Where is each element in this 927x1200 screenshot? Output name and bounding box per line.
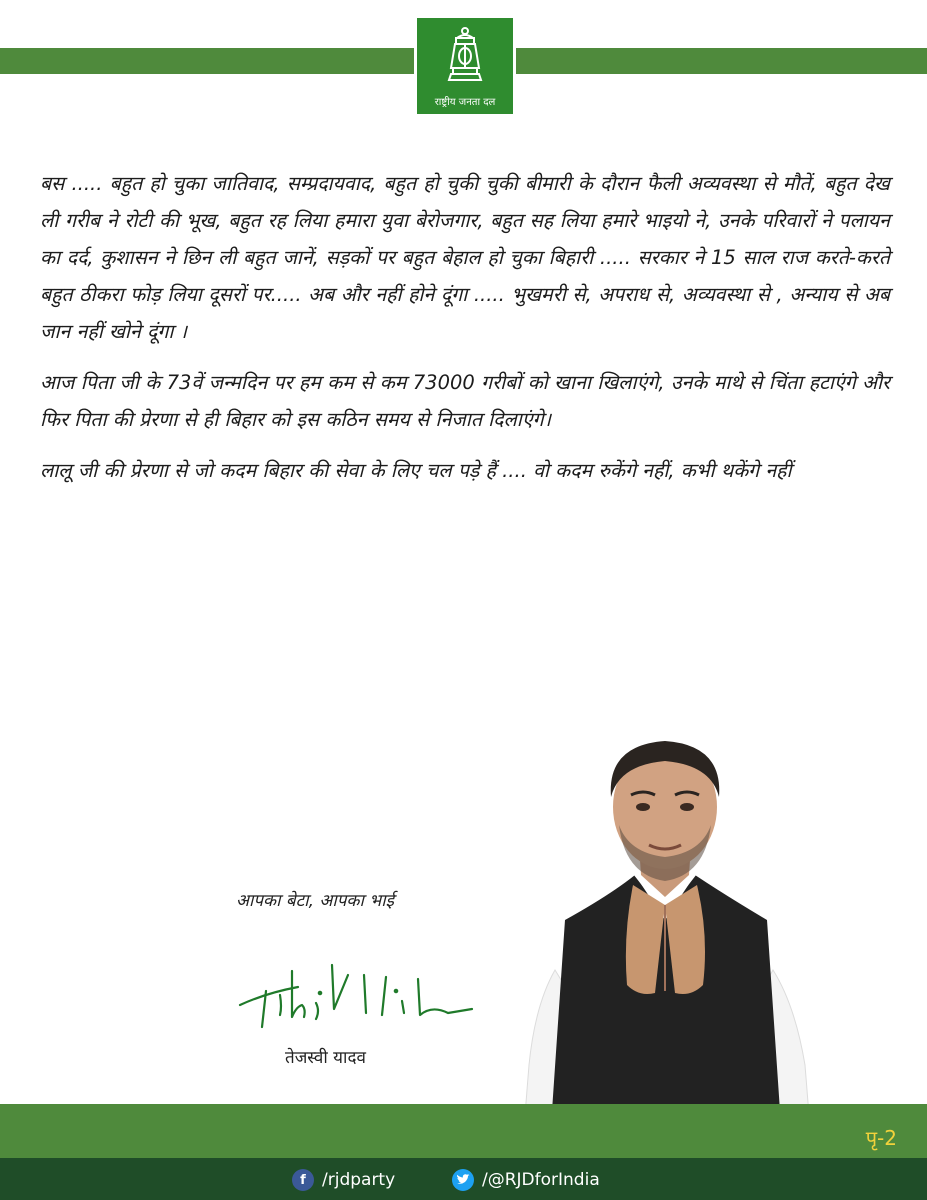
twitter-handle: /@RJDforIndia bbox=[482, 1170, 600, 1190]
twitter-icon bbox=[452, 1169, 474, 1191]
party-logo bbox=[417, 18, 513, 114]
bottom-band bbox=[0, 1104, 927, 1158]
twitter-link[interactable] bbox=[452, 1169, 600, 1191]
page-number: पृ-2 bbox=[865, 1126, 897, 1150]
logo-caption: राष्ट्रीय जनता दल bbox=[434, 97, 496, 108]
letter-paragraph: बस ..... बहुत हो चुका जातिवाद, सम्प्रदायवाद, बहुत हो चुकी चुकी बीमारी के दौरान फैली अव्यवस्था से मौतें, बहुत देख ली गरीब ने रोटी की भूख, बहुत रह लिया हमारा युवा बेरोजगार, बहुत सह लिया हमारे भाइयो ने, उनके परिवारों ने पलायन का दर्द, कुशासन ने छिन ली बहुत जानें, सड़कों पर बहुत बेहाल हो चुका बिहारी ..... सरकार ने 15 साल राज करते-करते बहुत ठीकरा फोड़ लिया दूसरों पर..... अब और नहीं होने दूंगा ..... भुखमरी से, अपराध से, अव्यवस्था से , अन्याय से अब जान नहीं खोने दूंगा । bbox=[40, 172, 890, 343]
facebook-link[interactable] bbox=[292, 1169, 395, 1191]
letter-paragraph: लालू जी की प्रेरणा से जो कदम बिहार की सेवा के लिए चल पड़े हैं .... वो कदम रुकेंगे नहीं, कभी थकेंगे नहीं bbox=[40, 459, 792, 482]
handwritten-signature bbox=[236, 935, 486, 1035]
footer-bar bbox=[0, 1158, 927, 1200]
letter-paragraph: आज पिता जी के 73वें जन्मदिन पर हम कम से कम 73000 गरीबों को खाना खिलाएंगे, उनके माथे से चिंता हटाएंगे और फिर पिता की प्रेरणा से ही बिहार को इस कठिन समय से निजात दिलाएंगे। bbox=[40, 371, 890, 431]
facebook-handle: /rjdparty bbox=[322, 1170, 396, 1190]
lantern-icon bbox=[443, 26, 487, 88]
closing-line: आपका बेटा, आपका भाई bbox=[236, 891, 394, 911]
letter-body bbox=[40, 165, 890, 503]
portrait-photo bbox=[515, 735, 815, 1155]
facebook-icon: f bbox=[292, 1169, 314, 1191]
signatory-name: तेजस्वी यादव bbox=[285, 1048, 366, 1068]
